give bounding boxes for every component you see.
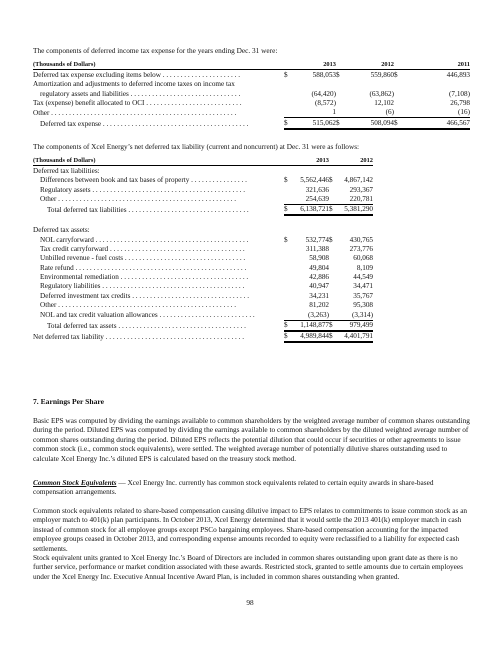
currency-symbol: $ bbox=[329, 235, 333, 244]
currency-symbol: $ bbox=[284, 70, 288, 79]
currency-symbol bbox=[394, 89, 403, 98]
currency-symbol bbox=[394, 99, 403, 108]
row-label-cell bbox=[33, 195, 284, 205]
currency-symbol bbox=[329, 263, 337, 272]
currency-symbol bbox=[284, 282, 292, 291]
value-cell: (16) bbox=[458, 108, 470, 117]
currency-symbol bbox=[284, 80, 292, 89]
leader-dots: . . . . . . . . . . . . . . . . . . . . . . . . . . . . . . . . . . . . bbox=[116, 322, 246, 331]
row-label-cell bbox=[33, 263, 284, 272]
currency-symbol: $ bbox=[394, 118, 403, 129]
value-cell: 40,947 bbox=[309, 282, 329, 291]
currency-symbol: $ bbox=[329, 176, 333, 185]
value-cell: 12,102 bbox=[374, 98, 394, 107]
value-cell: 4,401,791 bbox=[337, 331, 373, 342]
row-label-cell bbox=[33, 118, 284, 129]
leader-dots: . . . . . . . . . . . . . . . . . . . . . . . . . . . . . . . . . . bbox=[123, 254, 246, 263]
table-row bbox=[33, 176, 373, 185]
section-title: Deferred tax assets: bbox=[33, 226, 90, 235]
net-deferred-tax-liability-table bbox=[33, 156, 373, 343]
table-row bbox=[33, 195, 373, 205]
value-cell: 5,562,446 bbox=[300, 176, 329, 185]
value-cell bbox=[345, 80, 394, 89]
currency-symbol bbox=[284, 273, 292, 282]
row-label-cell bbox=[33, 320, 284, 331]
section-title-row bbox=[33, 226, 373, 235]
header-spacer bbox=[284, 156, 292, 166]
spacer-cell bbox=[33, 215, 373, 225]
leader-dots: . . . . . . . . . . . . . . . . . . . . . . . . . . . . . . . . . . . . . . bbox=[108, 244, 245, 253]
value-cell: 254,639 bbox=[305, 194, 329, 203]
value-cell: 5,381,290 bbox=[337, 204, 373, 215]
row-label: Deferred tax expense excluding items below bbox=[33, 70, 161, 79]
table-row bbox=[33, 263, 373, 272]
value-cell: (6) bbox=[385, 108, 394, 117]
row-label: NOL carryforward bbox=[40, 235, 94, 244]
page-number: 98 bbox=[246, 598, 254, 607]
value-cell: 34,231 bbox=[309, 291, 329, 300]
row-label-cell bbox=[33, 282, 284, 291]
row-label-cell bbox=[33, 204, 284, 215]
value-cell: (8,572) bbox=[315, 98, 336, 107]
row-label-cell bbox=[33, 331, 284, 342]
currency-symbol bbox=[329, 273, 337, 282]
table2-intro: The components of Xcel Energy’s net deferred tax liability (current and noncurrent) at Dec. 31 were as follows: bbox=[33, 142, 360, 151]
table-row bbox=[33, 320, 373, 331]
row-label-cell bbox=[33, 310, 284, 320]
value-cell: 44,549 bbox=[353, 273, 373, 282]
value-cell: 273,776 bbox=[349, 244, 373, 253]
row-label: Total deferred tax assets bbox=[47, 322, 117, 331]
row-label-cell bbox=[33, 176, 284, 185]
currency-symbol bbox=[284, 254, 292, 263]
value-cell: 1,148,877 bbox=[292, 320, 329, 331]
row-label: Regulatory liabilities bbox=[40, 282, 101, 291]
value-cell: 8,109 bbox=[356, 263, 373, 272]
leader-dots: . . . . . . . . . . . . . . . . . . . . . . . . . . . . . . . . . . . . bbox=[118, 273, 249, 282]
row-label-cell bbox=[33, 80, 284, 89]
currency-symbol bbox=[336, 108, 345, 118]
row-label: Unbilled revenue - fuel costs bbox=[40, 254, 124, 263]
row-label-cell bbox=[33, 291, 284, 300]
table-row bbox=[33, 301, 373, 310]
currency-symbol bbox=[394, 80, 403, 89]
currency-symbol bbox=[336, 80, 345, 89]
value-cell: 532,774 bbox=[305, 235, 329, 244]
header-spacer bbox=[284, 60, 292, 70]
column-header-label: (Thousands of Dollars) bbox=[33, 156, 284, 166]
leader-dots: . . . . . . . . . . . . . . . . . . . . . . . . . . . . . . . . . . . . . . . bbox=[103, 333, 245, 342]
table-row bbox=[33, 70, 470, 80]
row-label-cell bbox=[33, 245, 284, 254]
currency-symbol: $ bbox=[336, 70, 340, 79]
currency-symbol bbox=[329, 245, 337, 254]
value-cell: 446,893 bbox=[446, 70, 470, 79]
column-header-year: 2011 bbox=[403, 60, 470, 70]
leader-dots: . . . . . . . . . . . . . . . . . . . . . . . . . . . bbox=[144, 98, 242, 107]
net-total-row bbox=[33, 331, 373, 342]
table-row bbox=[33, 118, 470, 129]
value-cell: 49,804 bbox=[309, 263, 329, 272]
value-cell: 466,567 bbox=[403, 118, 470, 129]
column-header-year: 2012 bbox=[345, 60, 394, 70]
row-label: Differences between book and tax bases of property bbox=[40, 176, 190, 185]
value-cell: (64,420) bbox=[311, 89, 336, 98]
row-label: Rate refund bbox=[40, 263, 74, 272]
leader-dots: . . . . . . . . . . . . . . . . . . . . . . . . . . . . . . . . . . . . . . . . . . . . . . . . bbox=[73, 263, 247, 272]
leader-dots: . . . . . . . . . . . . . . . . . . . . . . . . . . . . . . . . . . . . . . . . . . . bbox=[90, 185, 246, 194]
leader-dots: . . . . . . . . . . . . . . . . . . . . . . bbox=[160, 70, 240, 79]
leader-dots: . . . . . . . . . . . . . . . . . . . . . . . . . . . . . . . . . . . . . . . . . bbox=[101, 119, 249, 128]
value-cell: 58,908 bbox=[309, 254, 329, 263]
common-stock-equivalents-title: Common Stock Equivalents bbox=[33, 478, 117, 487]
row-label-cell bbox=[33, 89, 284, 98]
leader-dots: . . . . . . . . . . . . . . . . . . . . . . . . . . . bbox=[157, 311, 255, 320]
currency-symbol bbox=[284, 310, 292, 320]
column-header-year: 2013 bbox=[292, 60, 336, 70]
paragraph-basic-eps: Basic EPS was computed by dividing the earnings available to common shareholders by the weighted average number of common shares outstanding during the period. Diluted EPS was computed by dividing the earnings available to common shareholders by the diluted weighted average number of common shares outstanding during the period. Diluted EPS reflects the potential dilution that could occur if securities or other agreements to issue common stock (i.e., common stock equivalents), were settled. The weighted average number of potentially dilutive shares outstanding used to calculate Xcel Energy Inc.’s diluted EPS is calculated based on the treasury stock method. bbox=[33, 416, 470, 463]
row-label-cell bbox=[33, 99, 284, 108]
value-cell: 430,765 bbox=[349, 235, 373, 244]
currency-symbol: $ bbox=[329, 320, 337, 331]
table1-intro: The components of deferred income tax expense for the years ending Dec. 31 were: bbox=[33, 46, 278, 55]
row-label: NOL and tax credit valuation allowances bbox=[40, 311, 158, 320]
value-cell bbox=[292, 80, 336, 89]
value-cell: 979,499 bbox=[337, 320, 373, 331]
value-cell: 81,202 bbox=[309, 301, 329, 310]
header-spacer bbox=[336, 60, 345, 70]
section-title-row bbox=[33, 166, 373, 176]
currency-symbol: $ bbox=[284, 331, 292, 342]
row-label: Other bbox=[40, 195, 57, 204]
table-row bbox=[33, 80, 470, 89]
table-row bbox=[33, 108, 470, 118]
table-row bbox=[33, 282, 373, 291]
currency-symbol: $ bbox=[329, 204, 337, 215]
paragraph-stock-equivalent-units: Stock equivalent units granted to Xcel Energy Inc.’s Board of Directors are included in common shares outstanding upon grant date as there is no further service, performance or market condition associated with these awards. Restricted stock, granted to settle amounts due to certain employees under the Xcel Energy Inc. Executive Annual Incentive Award Plan, is included in common shares outstanding when granted. bbox=[33, 553, 463, 581]
value-cell: 60,068 bbox=[353, 254, 373, 263]
currency-symbol bbox=[284, 108, 292, 118]
currency-symbol bbox=[336, 99, 345, 108]
value-cell: 42,886 bbox=[309, 273, 329, 282]
table-row bbox=[33, 291, 373, 300]
value-cell: 293,367 bbox=[349, 185, 373, 194]
section-heading: 7. Earnings Per Share bbox=[33, 397, 105, 406]
value-cell: 34,471 bbox=[353, 282, 373, 291]
row-label: Regulatory assets bbox=[40, 185, 91, 194]
value-cell: 321,636 bbox=[305, 185, 329, 194]
currency-symbol bbox=[336, 89, 345, 98]
table-row bbox=[33, 235, 373, 244]
currency-symbol bbox=[329, 291, 337, 300]
row-label-cell bbox=[33, 301, 284, 310]
table-row bbox=[33, 99, 470, 108]
currency-symbol bbox=[329, 282, 337, 291]
row-label: Amortization and adjustments to deferred income taxes on income tax bbox=[33, 80, 235, 89]
currency-symbol bbox=[284, 195, 292, 205]
currency-symbol: $ bbox=[284, 118, 292, 129]
leader-dots: . . . . . . . . . . . . . . . . . . . . . . . . . . . . . . . . . . bbox=[126, 206, 249, 215]
leader-dots: . . . . . . . . . . . . . . . . . . . . . . . . . . . . . . . . . . . . . . . . . . . . . . . . . . . . bbox=[49, 108, 237, 117]
table-row bbox=[33, 245, 373, 254]
row-label-cell bbox=[33, 254, 284, 263]
currency-symbol bbox=[329, 185, 337, 194]
currency-symbol bbox=[284, 89, 292, 98]
currency-symbol bbox=[284, 185, 292, 194]
row-label: Deferred tax expense bbox=[40, 119, 102, 128]
table-header-row bbox=[33, 156, 373, 166]
table-row bbox=[33, 273, 373, 282]
currency-symbol: $ bbox=[284, 235, 288, 244]
value-cell: 4,867,142 bbox=[344, 176, 373, 185]
value-cell: (3,314) bbox=[352, 310, 373, 319]
table-row bbox=[33, 89, 470, 98]
currency-symbol: $ bbox=[284, 320, 292, 331]
currency-symbol bbox=[284, 245, 292, 254]
row-label: Tax credit carryforward bbox=[40, 244, 109, 253]
currency-symbol bbox=[329, 301, 337, 310]
leader-dots: . . . . . . . . . . . . . . . . . . . . . . . . . . . . . . . . . . . . . . . . . . . . . . . . . . bbox=[56, 195, 237, 204]
common-stock-equivalents-text: — Xcel Energy Inc. currently has common stock equivalents related to certain equity awards in share-based compensation arrangements. bbox=[33, 478, 434, 497]
table-row bbox=[33, 204, 373, 215]
deferred-tax-expense-table bbox=[33, 60, 470, 130]
table-header-row bbox=[33, 60, 470, 70]
value-cell: 559,860 bbox=[370, 70, 394, 79]
header-spacer bbox=[394, 60, 403, 70]
value-cell: 311,388 bbox=[305, 244, 329, 253]
table-row bbox=[33, 310, 373, 320]
table-row bbox=[33, 254, 373, 263]
currency-symbol bbox=[284, 263, 292, 272]
value-cell: (7,108) bbox=[449, 89, 470, 98]
row-label-cell bbox=[33, 273, 284, 282]
row-label: Environmental remediation bbox=[40, 273, 119, 282]
currency-symbol bbox=[329, 254, 337, 263]
leader-dots: . . . . . . . . . . . . . . . . . . . . . . . . . . . . . . . . . . . . . . . . . . . . . . . . . . bbox=[56, 301, 237, 310]
leader-dots: . . . . . . . . . . . . . . . . . . . . . . . . . . . . . . . . . . . . . . . . . . . bbox=[93, 235, 249, 244]
row-label: Total deferred tax liabilities bbox=[47, 206, 127, 215]
row-label: Net deferred tax liability bbox=[33, 333, 104, 342]
paragraph-common-stock-equivalents bbox=[33, 478, 473, 497]
row-label: Other bbox=[40, 301, 57, 310]
row-label: Other bbox=[33, 108, 50, 117]
currency-symbol bbox=[284, 301, 292, 310]
currency-symbol bbox=[329, 195, 337, 205]
section-title: Deferred tax liabilities: bbox=[33, 166, 100, 175]
value-cell: 515,062 bbox=[292, 118, 336, 129]
row-label-cell bbox=[33, 108, 284, 118]
currency-symbol: $ bbox=[336, 118, 345, 129]
value-cell: (3,263) bbox=[308, 310, 329, 319]
column-header-year: 2013 bbox=[292, 156, 329, 166]
leader-dots: . . . . . . . . . . . . . . . . . . . . . . . . . . . . . . . . . . . . . . . . bbox=[100, 282, 245, 291]
currency-symbol: $ bbox=[284, 204, 292, 215]
currency-symbol: $ bbox=[394, 70, 398, 79]
leader-dots: . . . . . . . . . . . . . . . . . . . . . . . . . . . . . . . . . bbox=[130, 291, 249, 300]
value-cell: 35,767 bbox=[353, 291, 373, 300]
value-cell: (63,862) bbox=[369, 89, 394, 98]
value-cell: 220,781 bbox=[349, 194, 373, 203]
column-header-year: 2012 bbox=[337, 156, 373, 166]
currency-symbol bbox=[394, 108, 403, 118]
row-label: Tax (expense) benefit allocated to OCI bbox=[33, 98, 145, 107]
value-cell: 95,308 bbox=[353, 301, 373, 310]
row-label-cell bbox=[33, 185, 284, 194]
currency-symbol bbox=[284, 291, 292, 300]
leader-dots: . . . . . . . . . . . . . . . . bbox=[189, 176, 247, 185]
value-cell: 508,094 bbox=[345, 118, 394, 129]
value-cell bbox=[403, 80, 470, 89]
paragraph-share-based-comp: Common stock equivalents related to share-based compensation causing dilutive impact to EPS relates to commitments to issue common stock as an employer match to 401(k) plan participants. In October 2013, Xcel Energy determined that it would settle the 2013 401(k) employer match in cash instead of common stock for all employee groups except PSCo bargaining employees. Share-based compensation accounting for the impacted employee groups ceased in October 2013, and corresponding expense amounts recorded to equity were reclassified to a liability for expected cash settlements. bbox=[33, 506, 468, 553]
header-spacer bbox=[329, 156, 337, 166]
value-cell: 4,989,844 bbox=[292, 331, 329, 342]
currency-symbol bbox=[284, 99, 292, 108]
row-label: Deferred investment tax credits bbox=[40, 291, 131, 300]
row-label-cell bbox=[33, 70, 284, 80]
value-cell: 26,798 bbox=[450, 98, 470, 107]
leader-dots: . . . . . . . . . . . . . . . . . . . . . . . . . . . . . . . bbox=[128, 89, 241, 98]
value-cell: 6,138,721 bbox=[292, 204, 329, 215]
row-label-cell bbox=[33, 235, 284, 244]
value-cell: 1 bbox=[332, 108, 336, 117]
value-cell: 588,053 bbox=[312, 70, 336, 79]
spacer-row bbox=[33, 215, 373, 225]
column-header-label: (Thousands of Dollars) bbox=[33, 60, 284, 70]
currency-symbol: $ bbox=[284, 176, 288, 185]
currency-symbol bbox=[329, 310, 337, 320]
row-label: regulatory assets and liabilities bbox=[40, 89, 129, 98]
currency-symbol: $ bbox=[329, 331, 337, 342]
table-row bbox=[33, 185, 373, 194]
